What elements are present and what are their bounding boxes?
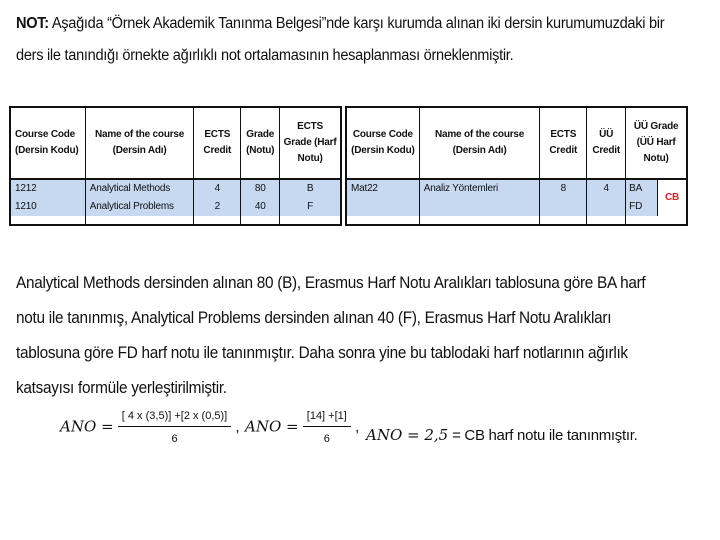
header-ects-credit: ECTS Credit — [194, 107, 241, 179]
note-body: Aşağıda “Örnek Akademik Tanınma Belgesi”nde karşı kurumda alınan iki dersin kurumumuzdaki bir ders ile tanındığı örnekte ağırlıklı not ortalamasının hesaplanması örneklenmiştir. — [16, 15, 665, 64]
fraction-1 — [118, 410, 231, 445]
cell-letter-2: FD — [629, 201, 643, 212]
header-ects-grade: ECTS Grade (Harf Notu) — [280, 107, 341, 179]
table-header-row — [346, 107, 687, 179]
fraction-1-denominator: 6 — [171, 433, 178, 445]
cell-credit: 8 — [540, 179, 587, 216]
cell-name: Analytical Problems — [85, 198, 194, 216]
formula-1 — [60, 410, 240, 445]
cell-grade: 40 — [241, 198, 280, 216]
cell-code: 1212 — [10, 179, 85, 198]
cell-code: 1210 — [10, 198, 85, 216]
separator: , — [235, 418, 240, 436]
header-course-code: Course Code (Dersin Kodu) — [10, 107, 85, 179]
ano-result: ANO = 2,5 — [366, 426, 449, 444]
separator: , — [355, 418, 360, 436]
header-ects-credit: ECTS Credit — [540, 107, 587, 179]
fraction-2-denominator: 6 — [323, 433, 330, 445]
cell-code: Mat22 — [346, 179, 419, 216]
table-row — [10, 179, 341, 198]
cell-grade: 80 — [241, 179, 280, 198]
cell-name: Analiz Yöntemleri — [419, 179, 540, 216]
ano-label: ANO = — [245, 417, 299, 436]
header-uu-grade: ÜÜ Grade (ÜÜ Harf Notu) — [626, 107, 687, 179]
foreign-courses-table — [9, 106, 342, 226]
note-label: NOT: — [16, 15, 49, 32]
formula-result — [366, 426, 637, 444]
cell-name: Analytical Methods — [85, 179, 194, 198]
header-course-code: Course Code (Dersin Kodu) — [346, 107, 419, 179]
ano-label: ANO = — [60, 417, 114, 436]
fraction-1-numerator: [ 4 x (3,5)] +[2 x (0,5)] — [118, 410, 231, 427]
cell-credit: 4 — [194, 179, 241, 198]
cell-letter-1: BA — [629, 183, 643, 194]
cell-ects-grade: B — [280, 179, 341, 198]
header-uu-credit: ÜÜ Credit — [587, 107, 626, 179]
header-grade: Grade (Notu) — [241, 107, 280, 179]
header-course-name: Name of the course (Dersin Adı) — [419, 107, 540, 179]
home-course-table — [345, 106, 688, 226]
recognition-tables — [9, 106, 689, 228]
table-blank-row — [10, 216, 341, 225]
note-text — [16, 8, 674, 72]
fraction-2-numerator: [14] +[1] — [303, 410, 351, 427]
cell-uu-credit: 4 — [587, 179, 626, 216]
explanation-paragraph: Analytical Methods dersinden alınan 80 (B), Erasmus Harf Notu Aralıkları tablosuna göre BA harf notu ile tanınmış, Analytical Problems dersinden alınan 40 (F), Erasmus Harf Notu Aralıkları tablosuna göre FD harf notu ile tanınmıştır. Daha sonra yine bu tablodaki harf notlarının ağırlık katsayısı formüle yerleştirilmiştir. — [16, 274, 646, 397]
cell-result-grade: CB — [658, 180, 686, 216]
fraction-2 — [303, 410, 351, 445]
table-header-row — [10, 107, 341, 179]
header-course-name: Name of the course (Dersin Adı) — [85, 107, 194, 179]
formula-2 — [245, 410, 359, 445]
table-row — [346, 179, 687, 216]
cell-uu-grade-group — [626, 179, 687, 216]
result-text: = CB harf notu ile tanınmıştır. — [448, 427, 638, 444]
cell-ects-grade: F — [280, 198, 341, 216]
table-blank-row — [346, 216, 687, 225]
cell-credit: 2 — [194, 198, 241, 216]
table-row — [10, 198, 341, 216]
